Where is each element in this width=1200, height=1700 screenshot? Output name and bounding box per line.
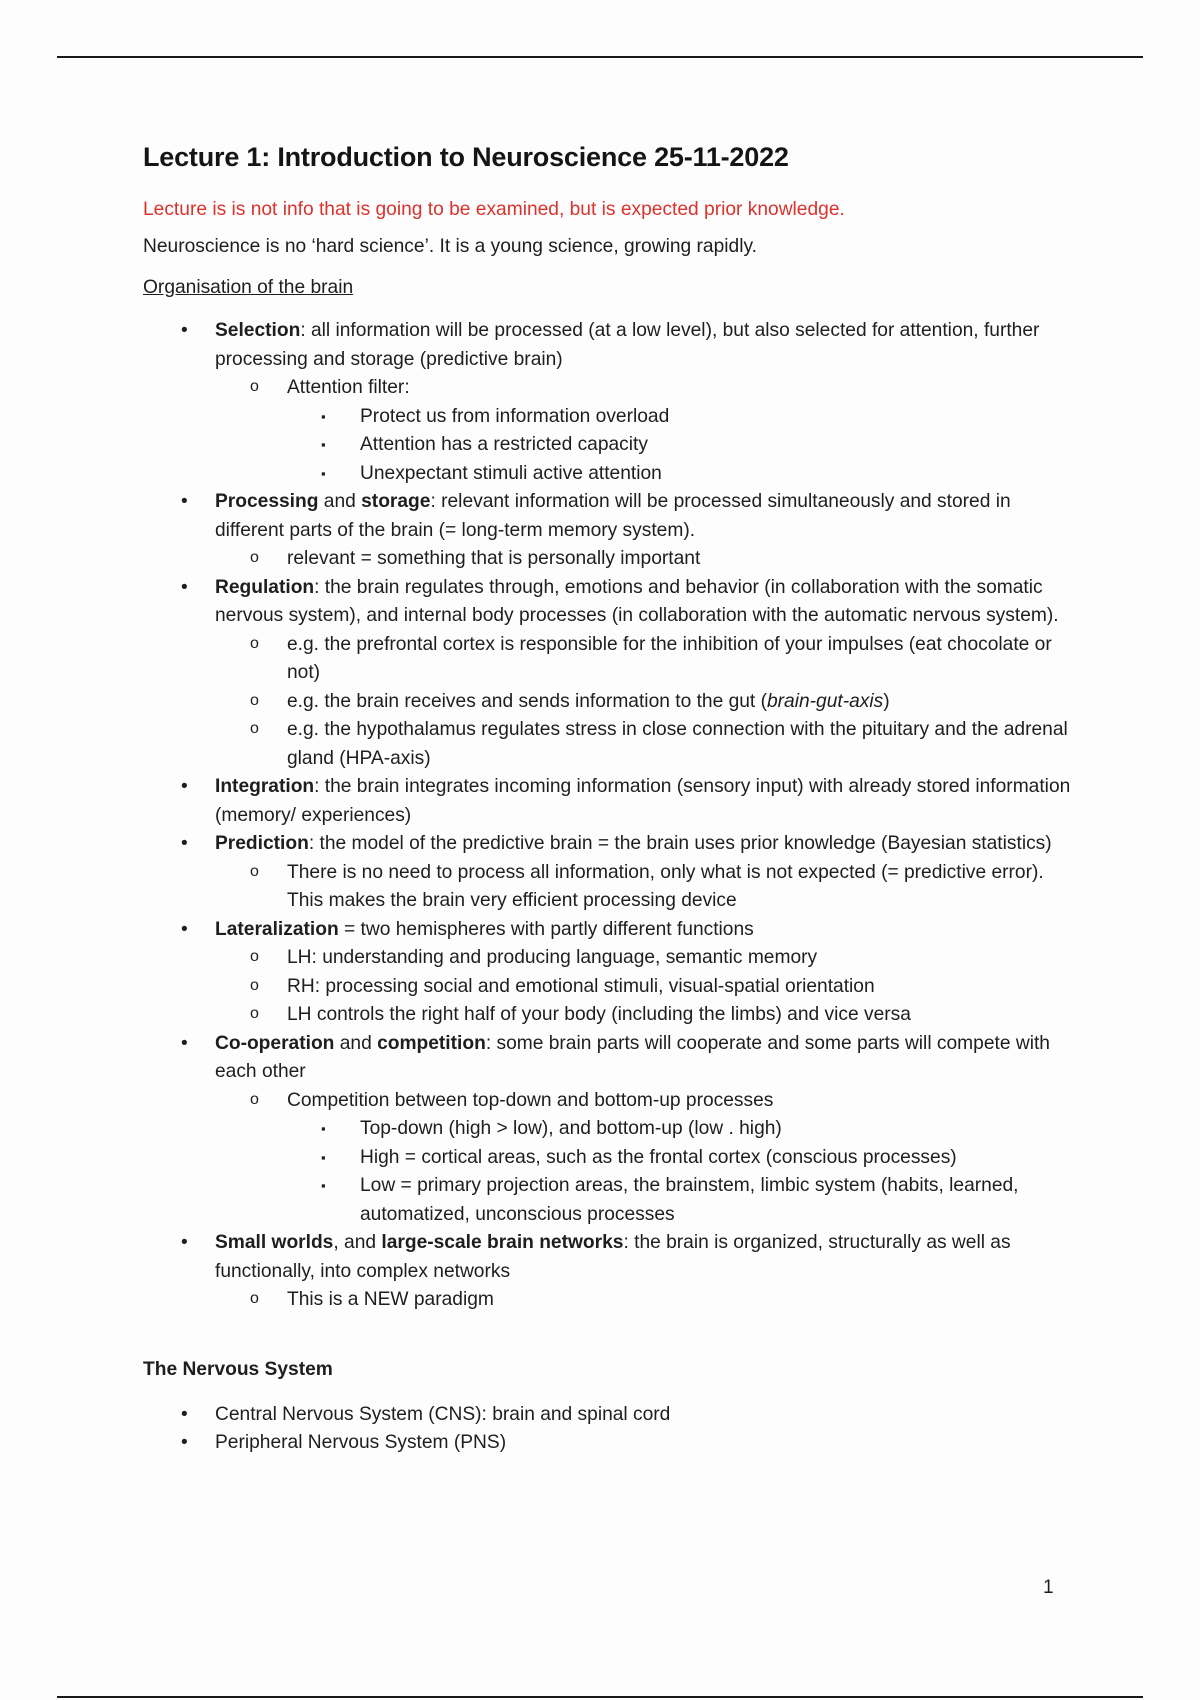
- item-text: : some brain parts will cooperate and some parts will compete with each other: [215, 1032, 1050, 1082]
- sub-item-text: LH controls the right half of your body (including the limbs) and vice versa: [287, 1004, 911, 1025]
- section-heading-nervous-system: The Nervous System: [143, 1358, 333, 1380]
- circle-bullet-icon: o: [250, 549, 259, 566]
- term-small-worlds: Small worlds: [215, 1232, 334, 1253]
- sub-item-text: RH: processing social and emotional stimuli, visual-spatial orientation: [287, 975, 875, 997]
- term-cooperation: Co-operation: [215, 1032, 335, 1054]
- term-lateralization: Lateralization: [215, 918, 339, 940]
- bullet-icon: •: [181, 320, 188, 341]
- circle-bullet-icon: o: [250, 378, 259, 395]
- sub-item: [215, 631, 1073, 688]
- sub-item: [215, 374, 1073, 488]
- sub-item: [215, 944, 1073, 973]
- square-bullet-icon: ▪: [321, 465, 326, 481]
- term-integration: Integration: [215, 776, 315, 797]
- sub-item-text: e.g. the prefrontal cortex is responsible for the inhibition of your impulses (eat chocolate or not): [287, 633, 1052, 683]
- bullet-icon: •: [181, 491, 188, 512]
- bullet-icon: •: [181, 576, 188, 598]
- sub-item: [215, 973, 1073, 1002]
- square-bullet-icon: ▪: [321, 1121, 326, 1136]
- subsub-item: [287, 1172, 1073, 1229]
- square-bullet-icon: ▪: [321, 1149, 326, 1165]
- circle-bullet-icon: o: [250, 1290, 259, 1307]
- sub-item: [215, 1001, 1073, 1030]
- sub-item: [215, 859, 1073, 916]
- page-number: 1: [1043, 1577, 1054, 1598]
- term-brain-networks: large-scale brain networks: [381, 1232, 624, 1253]
- sub-item-text: ): [883, 690, 890, 712]
- circle-bullet-icon: o: [250, 634, 259, 652]
- sub-item: [215, 1087, 1073, 1230]
- sub-item: [215, 545, 1073, 574]
- item-text: Peripheral Nervous System (PNS): [215, 1432, 507, 1453]
- list-item: [143, 317, 1073, 488]
- footer-rule: [57, 1696, 1143, 1698]
- square-bullet-icon: ▪: [321, 1178, 326, 1193]
- organisation-list: [143, 317, 1073, 1315]
- subsub-item: [287, 1115, 1073, 1144]
- item-text: : the brain regulates through, emotions and behavior (in collaboration with the somatic nervous system), and internal body processes (in collaboration with the automatic nervous system).: [215, 576, 1059, 626]
- square-bullet-icon: ▪: [321, 408, 326, 424]
- subsub-item-text: Top-down (high > low), and bottom-up (low . high): [360, 1118, 782, 1139]
- list-item: [143, 773, 1073, 830]
- square-bullet-icon: ▪: [321, 437, 326, 452]
- sub-item-text: Competition between top-down and bottom-up processes: [287, 1089, 774, 1111]
- document-page: [143, 142, 1073, 1458]
- italic-term: brain-gut-axis: [766, 690, 884, 712]
- section-heading-organisation: Organisation of the brain: [143, 277, 354, 298]
- circle-bullet-icon: o: [250, 976, 259, 994]
- item-text: : the brain is organized, structurally as well as functionally, into complex networks: [215, 1232, 1011, 1282]
- item-text: : the brain integrates incoming information (sensory input) with already stored information (memory/ experiences): [215, 776, 1071, 826]
- bullet-icon: •: [181, 1432, 188, 1453]
- item-text: = two hemispheres with partly different functions: [338, 918, 754, 940]
- list-item: [143, 1030, 1073, 1230]
- bullet-icon: •: [181, 1232, 188, 1253]
- item-text: : all information will be processed (at a low level), but also selected for attention, further processing and storage (predictive brain): [215, 320, 1040, 370]
- sub-item: [215, 688, 1073, 717]
- term-processing: Processing: [215, 491, 319, 512]
- circle-bullet-icon: o: [250, 1005, 259, 1022]
- subsub-item-text: Protect us from information overload: [360, 405, 670, 427]
- item-text: Central Nervous System (CNS): brain and spinal cord: [215, 1403, 671, 1425]
- sub-item-text: This is a NEW paradigm: [287, 1289, 494, 1310]
- item-text: and: [318, 491, 362, 512]
- circle-bullet-icon: o: [250, 1090, 259, 1108]
- term-selection: Selection: [215, 320, 301, 341]
- bullet-icon: •: [181, 833, 188, 854]
- list-item: [143, 1401, 1073, 1430]
- list-item: [143, 1229, 1073, 1315]
- item-text: , and: [333, 1232, 382, 1253]
- circle-bullet-icon: o: [250, 948, 259, 965]
- sub-item-text: relevant = something that is personally important: [287, 548, 701, 569]
- sub-item-text: LH: understanding and producing language, semantic memory: [287, 947, 818, 968]
- bullet-icon: •: [181, 776, 188, 797]
- list-item: [143, 574, 1073, 774]
- bullet-icon: •: [181, 918, 188, 940]
- circle-bullet-icon: o: [250, 720, 259, 737]
- term-regulation: Regulation: [215, 576, 315, 598]
- header-rule: [57, 56, 1143, 58]
- bullet-icon: •: [181, 1032, 188, 1054]
- subsub-item-text: Unexpectant stimuli active attention: [360, 462, 662, 484]
- list-item: [143, 1429, 1073, 1458]
- circle-bullet-icon: o: [250, 691, 259, 709]
- bullet-icon: •: [181, 1403, 188, 1425]
- subsub-item: [287, 1144, 1073, 1173]
- term-competition: competition: [377, 1032, 486, 1054]
- nervous-system-list: [143, 1401, 1073, 1458]
- subsub-item-text: Low = primary projection areas, the brainstem, limbic system (habits, learned, automatized, unconscious processes: [360, 1175, 1019, 1225]
- circle-bullet-icon: o: [250, 862, 259, 880]
- term-prediction: Prediction: [215, 833, 309, 854]
- exam-notice: Lecture is is not info that is going to be examined, but is expected prior knowledge.: [143, 199, 845, 220]
- sub-item-text: Attention filter:: [287, 377, 410, 398]
- subsub-item: [287, 460, 1073, 489]
- list-item: [143, 830, 1073, 916]
- sub-item: [215, 1286, 1073, 1315]
- sub-item-text: e.g. the hypothalamus regulates stress in close connection with the pituitary and the adrenal gland (HPA-axis): [287, 719, 1068, 769]
- sub-item-text: There is no need to process all information, only what is not expected (= predictive error). This makes the brain very efficient processing device: [287, 861, 1044, 911]
- intro-paragraph: Neuroscience is no ‘hard science’. It is a young science, growing rapidly.: [143, 236, 757, 257]
- sub-item: [215, 716, 1073, 773]
- sub-item-text: e.g. the brain receives and sends information to the gut (: [287, 690, 767, 712]
- list-item: [143, 916, 1073, 1030]
- lecture-title: Lecture 1: Introduction to Neuroscience 25-11-2022: [143, 142, 789, 172]
- item-text: : relevant information will be processed simultaneously and stored in different parts of the brain (= long-term memory system).: [215, 491, 1011, 541]
- list-item: [143, 488, 1073, 574]
- item-text: and: [334, 1032, 378, 1054]
- subsub-item-text: High = cortical areas, such as the frontal cortex (conscious processes): [360, 1146, 957, 1168]
- term-storage: storage: [361, 491, 431, 512]
- item-text: : the model of the predictive brain = the brain uses prior knowledge (Bayesian statistics): [308, 833, 1052, 854]
- subsub-item-text: Attention has a restricted capacity: [360, 434, 648, 455]
- subsub-item: [287, 431, 1073, 460]
- subsub-item: [287, 403, 1073, 432]
